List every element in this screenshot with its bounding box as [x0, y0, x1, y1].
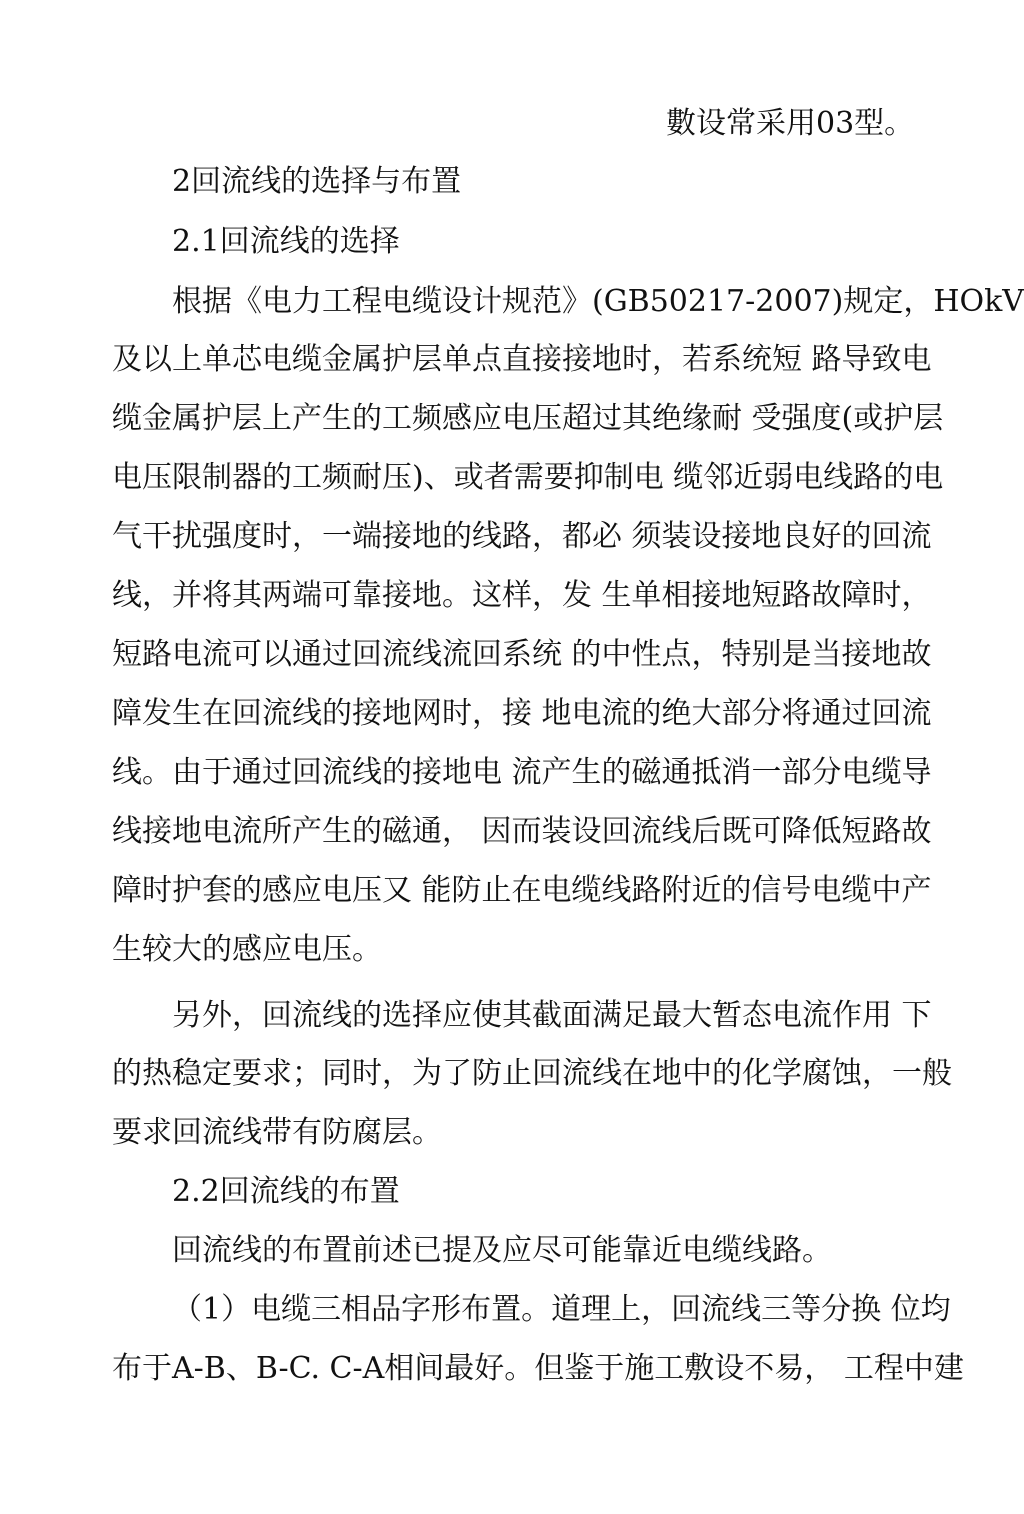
paragraph-line: 的热稳定要求；同时，为了防止回流线在地中的化学腐蚀，一般 [112, 1056, 952, 1091]
subsection-heading-2-1: 2.1回流线的选择 [172, 224, 400, 259]
paragraph-line: 缆金属护层上产生的工频感应电压超过其绝缘耐 受强度(或护层 [112, 401, 944, 436]
paragraph-line: 线接地电流所产生的磁通， 因而装设回流线后既可降低短路故 [112, 814, 932, 849]
paragraph-line: 生较大的感应电压。 [112, 932, 382, 967]
paragraph-line: 布于A-B、B-C. C-A相间最好。但鉴于施工敷设不易， 工程中建 [112, 1351, 964, 1386]
list-item-line: （1）电缆三相品字形布置。道理上，回流线三等分换 位均 [172, 1292, 951, 1327]
text-line-continuation: 數设常采用03型。 [666, 106, 915, 141]
paragraph-line: 障发生在回流线的接地网时，接 地电流的绝大部分将通过回流 [112, 696, 932, 731]
paragraph-line: 气干扰强度时，一端接地的线路，都必 须装设接地良好的回流 [112, 519, 932, 554]
paragraph-line: 另外，回流线的选择应使其截面满足最大暂态电流作用 下 [172, 998, 932, 1033]
paragraph-line: 障时护套的感应电压又 能防止在电缆线路附近的信号电缆中产 [112, 873, 932, 908]
paragraph-line: 回流线的布置前述已提及应尽可能靠近电缆线路。 [172, 1233, 832, 1268]
section-heading-2: 2回流线的选择与布置 [172, 164, 462, 199]
paragraph-line: 根据《电力工程电缆设计规范》(GB50217-2007)规定，HOkV [172, 284, 1024, 319]
paragraph-line: 要求回流线带有防腐层。 [112, 1115, 442, 1150]
paragraph-line: 电压限制器的工频耐压)、或者需要抑制电 缆邻近弱电线路的电 [112, 460, 944, 495]
paragraph-line: 短路电流可以通过回流线流回系统 的中性点，特别是当接地故 [112, 637, 932, 672]
paragraph-line: 线，并将其两端可靠接地。这样，发 生单相接地短路故障时， [112, 578, 932, 613]
paragraph-line: 线。由于通过回流线的接地电 流产生的磁通抵消一部分电缆导 [112, 755, 932, 790]
subsection-heading-2-2: 2.2回流线的布置 [172, 1174, 400, 1209]
paragraph-line: 及以上单芯电缆金属护层单点直接接地时，若系统短 路导致电 [112, 342, 932, 377]
